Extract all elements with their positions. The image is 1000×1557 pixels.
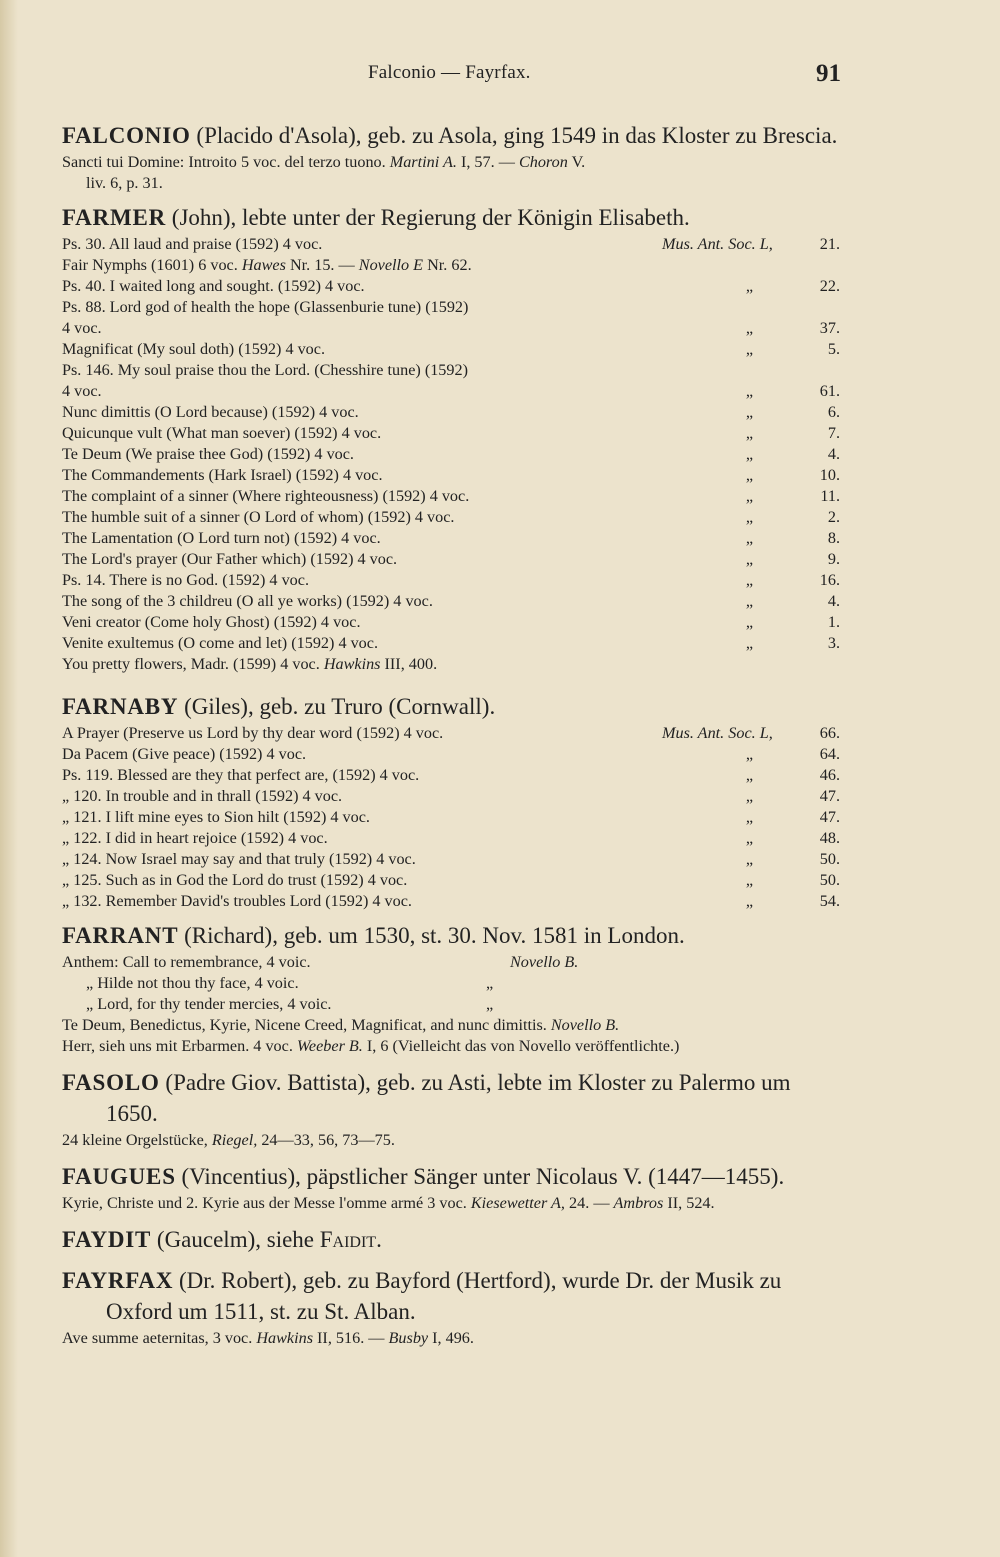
farmer-work-row: Venite exultemus (O come and let) (1592) 4 voc. „ 3. <box>62 634 840 652</box>
farmer-work-last: You pretty flowers, Madr. (1599) 4 voc. Hawkins III, 400. <box>62 655 438 673</box>
farmer-work-row: Ps. 146. My soul praise thou the Lord. (Chesshire tune) (1592) <box>62 361 468 379</box>
farnaby-work-row: „ 122. I did in heart rejoice (1592) 4 voc. „ 48. <box>62 829 840 847</box>
farmer-work-row: Te Deum (We praise thee God) (1592) 4 voc. „ 4. <box>62 445 840 463</box>
entry-heading-farmer: FARMER (John), lebte unter der Regierung der Königin Elisabeth. <box>62 205 690 230</box>
farmer-work-row: 4 voc. „ 61. <box>62 382 840 400</box>
entry-heading-falconio: FALCONIO (Placido d'Asola), geb. zu Asola, ging 1549 in das Kloster zu Brescia. <box>62 123 838 148</box>
farmer-work-row: The song of the 3 childreu (O all ye works) (1592) 4 voc. „ 4. <box>62 592 840 610</box>
farnaby-work-row: „ 125. Such as in God the Lord do trust (1592) 4 voc. „ 50. <box>62 871 840 889</box>
entry-heading-farnaby: FARNABY (Giles), geb. zu Truro (Cornwall). <box>62 694 496 719</box>
farrant-te-deum: Te Deum, Benedictus, Kyrie, Nicene Creed, Magnificat, and nunc dimittis. Novello B. <box>62 1016 620 1034</box>
farnaby-work-first: A Prayer (Preserve us Lord by thy dear word (1592) 4 voc. Mus. Ant. Soc. L, 66. <box>62 724 840 742</box>
farmer-work-row: Veni creator (Come holy Ghost) (1592) 4 voc. „ 1. <box>62 613 840 631</box>
farnaby-work-row: „ 121. I lift mine eyes to Sion hilt (1592) 4 voc. „ 47. <box>62 808 840 826</box>
farmer-work-row: Magnificat (My soul doth) (1592) 4 voc. „ 5. <box>62 340 840 358</box>
farmer-work-row: Nunc dimittis (O Lord because) (1592) 4 voc. „ 6. <box>62 403 840 421</box>
running-header <box>0 60 1000 90</box>
cross-reference: Faidit. <box>319 1227 382 1252</box>
fasolo-work: 24 kleine Orgelstücke, Riegel, 24—33, 56, 73—75. <box>62 1131 395 1149</box>
farrant-anthem-2: „ Hilde not thou thy face, 4 voic. „ <box>86 974 494 992</box>
farnaby-work-row: „ 132. Remember David's troubles Lord (1592) 4 voc. „ 54. <box>62 892 840 910</box>
entry-heading-farrant: FARRANT (Richard), geb. um 1530, st. 30. Nov. 1581 in London. <box>62 923 685 948</box>
running-title: Falconio — Fayrfax. <box>368 62 531 83</box>
farmer-work-fair-nymphs: Fair Nymphs (1601) 6 voc. Hawes Nr. 15. — Novello E Nr. 62. <box>62 256 472 274</box>
farmer-work-first: Ps. 30. All laud and praise (1592) 4 voc. Mus. Ant. Soc. L, 21. <box>62 235 840 253</box>
falconio-work: Sancti tui Domine: Introito 5 voc. del terzo tuono. Martini A. I, 57. — Choron V. liv. 6, p. 31. <box>62 153 586 192</box>
page-number: 91 <box>816 60 841 87</box>
entry-heading-faydit: FAYDIT (Gaucelm), siehe Faidit. <box>62 1227 382 1252</box>
farmer-work-row: Ps. 88. Lord god of health the hope (Glassenburie tune) (1592) <box>62 298 469 316</box>
farmer-work-row: The Lord's prayer (Our Father which) (1592) 4 voc. „ 9. <box>62 550 840 568</box>
farrant-herr: Herr, sieh uns mit Erbarmen. 4 voc. Weeber B. I, 6 (Vielleicht das von Novello veröffentlichte.) <box>62 1037 680 1055</box>
farmer-work-row: Ps. 14. There is no God. (1592) 4 voc. „ 16. <box>62 571 840 589</box>
entry-heading-fasolo: FASOLO (Padre Giov. Battista), geb. zu Asti, lebte im Kloster zu Palermo um 1650. <box>62 1070 791 1126</box>
faugues-work: Kyrie, Christe und 2. Kyrie aus der Messe l'omme armé 3 voc. Kiesewetter A, 24. — Ambros II, 524. <box>62 1194 715 1212</box>
entry-heading-fayrfax: FAYRFAX (Dr. Robert), geb. zu Bayford (Hertford), wurde Dr. der Musik zu Oxford um 1511, st. zu St. Alban. <box>62 1268 782 1324</box>
farrant-anthem-1: Anthem: Call to remembrance, 4 voic. Novello B. <box>62 953 579 971</box>
farrant-anthem-3: „ Lord, for thy tender mercies, 4 voic. „ <box>86 995 494 1013</box>
page-content <box>62 112 840 1349</box>
entry-heading-faugues: FAUGUES (Vincentius), päpstlicher Sänger unter Nicolaus V. (1447—1455). <box>62 1164 785 1189</box>
farnaby-work-row: Ps. 119. Blessed are they that perfect are, (1592) 4 voc. „ 46. <box>62 766 840 784</box>
farmer-work-row: The complaint of a sinner (Where righteousness) (1592) 4 voc. „ 11. <box>62 487 840 505</box>
farmer-work-row: Quicunque vult (What man soever) (1592) 4 voc. „ 7. <box>62 424 840 442</box>
farmer-work-row: The Lamentation (O Lord turn not) (1592) 4 voc. „ 8. <box>62 529 840 547</box>
farnaby-work-row: Da Pacem (Give peace) (1592) 4 voc. „ 64. <box>62 745 840 763</box>
fayrfax-work: Ave summe aeternitas, 3 voc. Hawkins II, 516. — Busby I, 496. <box>62 1329 474 1347</box>
farmer-work-row: The humble suit of a sinner (O Lord of whom) (1592) 4 voc. „ 2. <box>62 508 840 526</box>
farnaby-work-row: „ 124. Now Israel may say and that truly (1592) 4 voc. „ 50. <box>62 850 840 868</box>
page-edge-shadow <box>0 0 18 1557</box>
farmer-work-list <box>62 276 840 654</box>
farnaby-work-row: „ 120. In trouble and in thrall (1592) 4 voc. „ 47. <box>62 787 840 805</box>
farmer-work-row: 4 voc. „ 37. <box>62 319 840 337</box>
farmer-work-row: Ps. 40. I waited long and sought. (1592) 4 voc. „ 22. <box>62 277 840 295</box>
farnaby-work-list <box>62 744 840 912</box>
farmer-work-row: The Commandements (Hark Israel) (1592) 4 voc. „ 10. <box>62 466 840 484</box>
